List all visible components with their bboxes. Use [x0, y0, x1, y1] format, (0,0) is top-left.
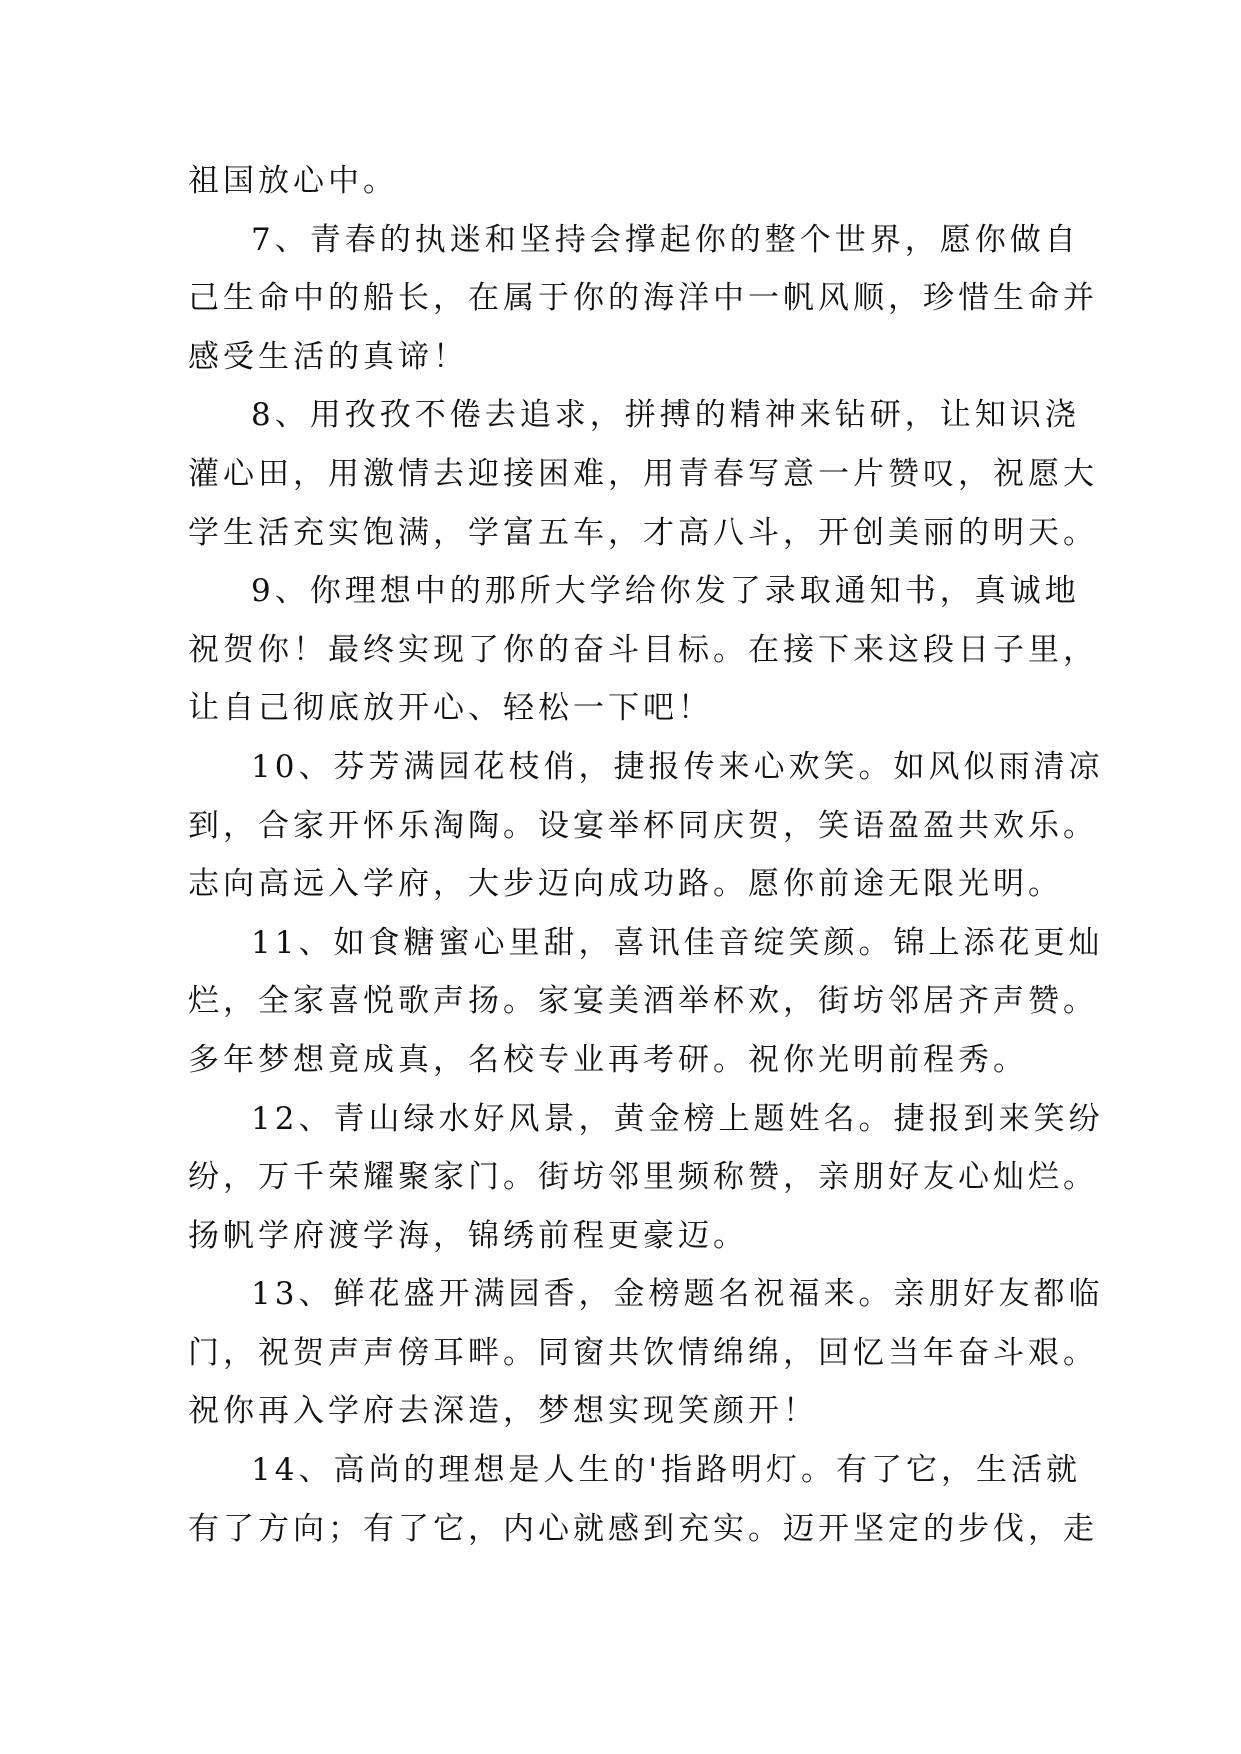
text-line: 学生活充实饱满，学富五车，才高八斗，开创美丽的明天。 [188, 514, 1098, 551]
text-line: 祝贺你！最终实现了你的奋斗目标。在接下来这段日子里， [188, 631, 1098, 668]
text-line: 己生命中的船长，在属于你的海洋中一帆风顺，珍惜生命并 [188, 280, 1098, 317]
text-line: 9、你理想中的那所大学给你发了录取通知书，真诚地 [251, 573, 1080, 610]
text-line: 多年梦想竟成真，名校专业再考研。祝你光明前程秀。 [188, 1041, 1028, 1078]
text-line: 扬帆学府渡学海，锦绣前程更豪迈。 [188, 1217, 748, 1254]
document-body [188, 152, 1104, 1558]
text-line: 门，祝贺声声傍耳畔。同窗共饮情绵绵，回忆当年奋斗艰。 [188, 1334, 1098, 1371]
text-line: 纷，万千荣耀聚家门。街坊邻里频称赞，亲朋好友心灿烂。 [188, 1159, 1098, 1196]
text-line: 到，合家开怀乐淘陶。设宴举杯同庆贺，笑语盈盈共欢乐。 [188, 807, 1098, 844]
text-line: 13、鲜花盛开满园香，金榜题名祝福来。亲朋好友都临 [251, 1276, 1104, 1313]
text-line: 祝你再入学府去深造，梦想实现笑颜开！ [188, 1393, 818, 1430]
text-line: 烂，全家喜悦歌声扬。家宴美酒举杯欢，街坊邻居齐声赞。 [188, 983, 1098, 1020]
text-line: 8、用孜孜不倦去追求，拼搏的精神来钻研，让知识浇 [251, 397, 1080, 434]
text-line: 12、青山绿水好风景，黄金榜上题姓名。捷报到来笑纷 [251, 1100, 1104, 1137]
text-line: 感受生活的真谛！ [188, 338, 468, 375]
text-line: 灌心田，用激情去迎接困难，用青春写意一片赞叹，祝愿大 [188, 455, 1098, 492]
text-line: 让自己彻底放开心、轻松一下吧！ [188, 690, 713, 727]
text-line: 7、青春的执迷和坚持会撑起你的整个世界，愿你做自 [251, 221, 1080, 258]
text-line: 有了方向；有了它，内心就感到充实。迈开坚定的步伐，走 [188, 1510, 1098, 1547]
text-line: 14、高尚的理想是人生的'指路明灯。有了它，生活就 [251, 1452, 1081, 1489]
text-line: 祖国放心中。 [188, 163, 398, 199]
text-line: 11、如食糖蜜心里甜，喜讯佳音绽笑颜。锦上添花更灿 [251, 924, 1104, 961]
text-line: 志向高远入学府，大步迈向成功路。愿你前途无限光明。 [188, 866, 1063, 903]
text-line: 10、芬芳满园花枝俏，捷报传来心欢笑。如风似雨清凉 [251, 748, 1104, 785]
